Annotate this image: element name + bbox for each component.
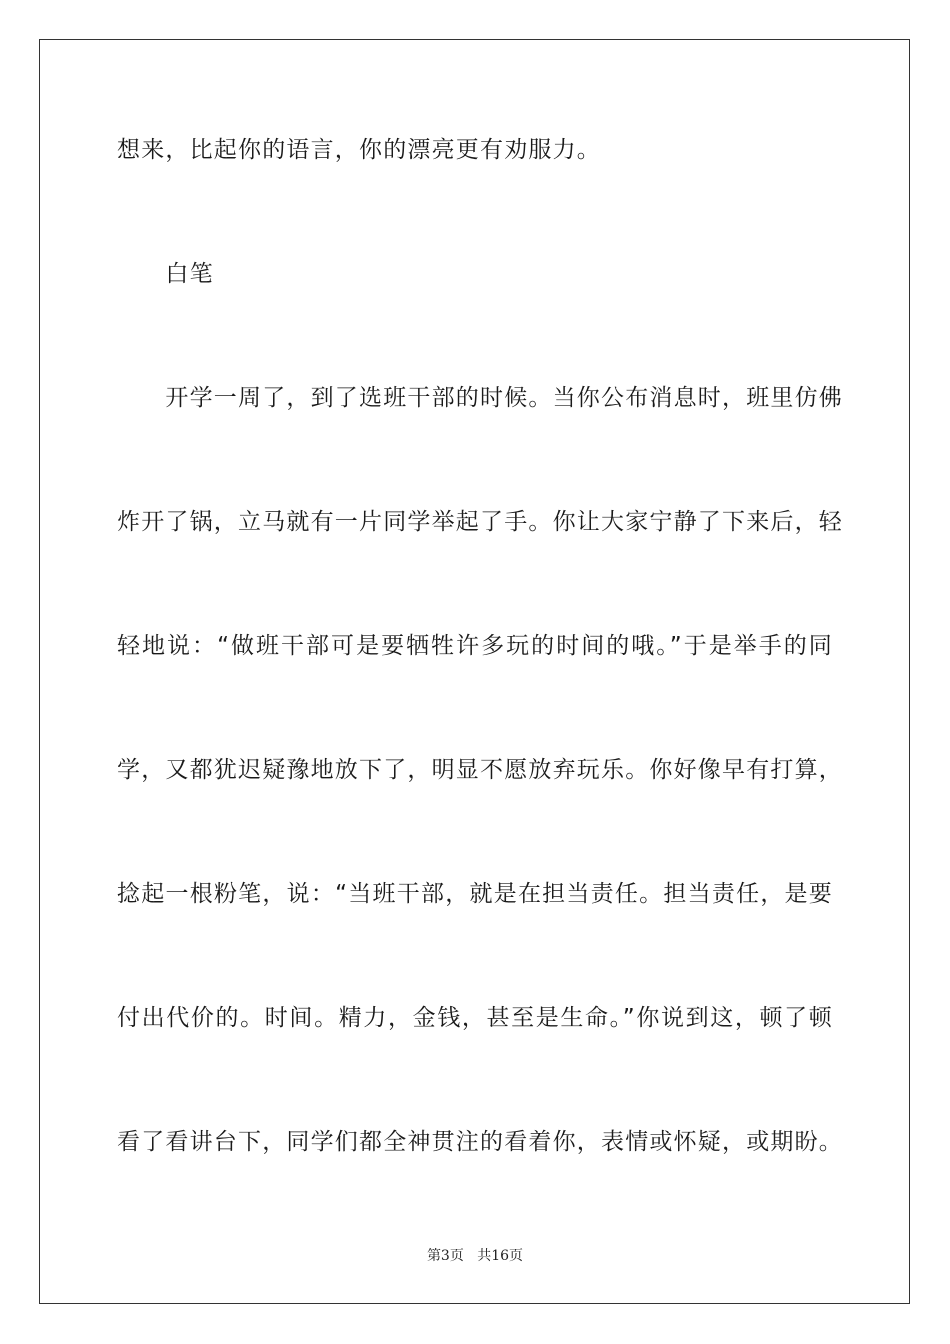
page-total: 共16页	[477, 1248, 524, 1264]
text-line-7: 捻起一根粉笔，说：“当班干部，就是在担当责任。担当责任，是要	[117, 881, 833, 907]
text-line-3: 开学一周了，到了选班干部的时候。当你公布消息时，班里仿佛	[117, 385, 843, 411]
text-line-9: 看了看讲台下，同学们都全神贯注的看着你，表情或怀疑，或期盼。	[117, 1129, 843, 1155]
page-number: 第3页	[426, 1248, 464, 1264]
page-footer	[0, 1246, 950, 1266]
page-border	[39, 39, 910, 1304]
text-line-6: 学，又都犹迟疑豫地放下了，明显不愿放弃玩乐。你好像早有打算，	[117, 757, 843, 783]
text-line-1: 想来，比起你的语言，你的漂亮更有劝服力。	[117, 137, 601, 163]
text-line-8: 付出代价的。时间。精力，金钱，甚至是生命。”你说到这，顿了顿	[117, 1005, 833, 1031]
text-line-4: 炸开了锅，立马就有一片同学举起了手。你让大家宁静了下来后，轻	[117, 509, 843, 535]
text-line-5: 轻地说：“做班干部可是要牺牲许多玩的时间的哦。”于是举手的同	[117, 633, 833, 659]
section-heading: 白笔	[117, 261, 214, 287]
